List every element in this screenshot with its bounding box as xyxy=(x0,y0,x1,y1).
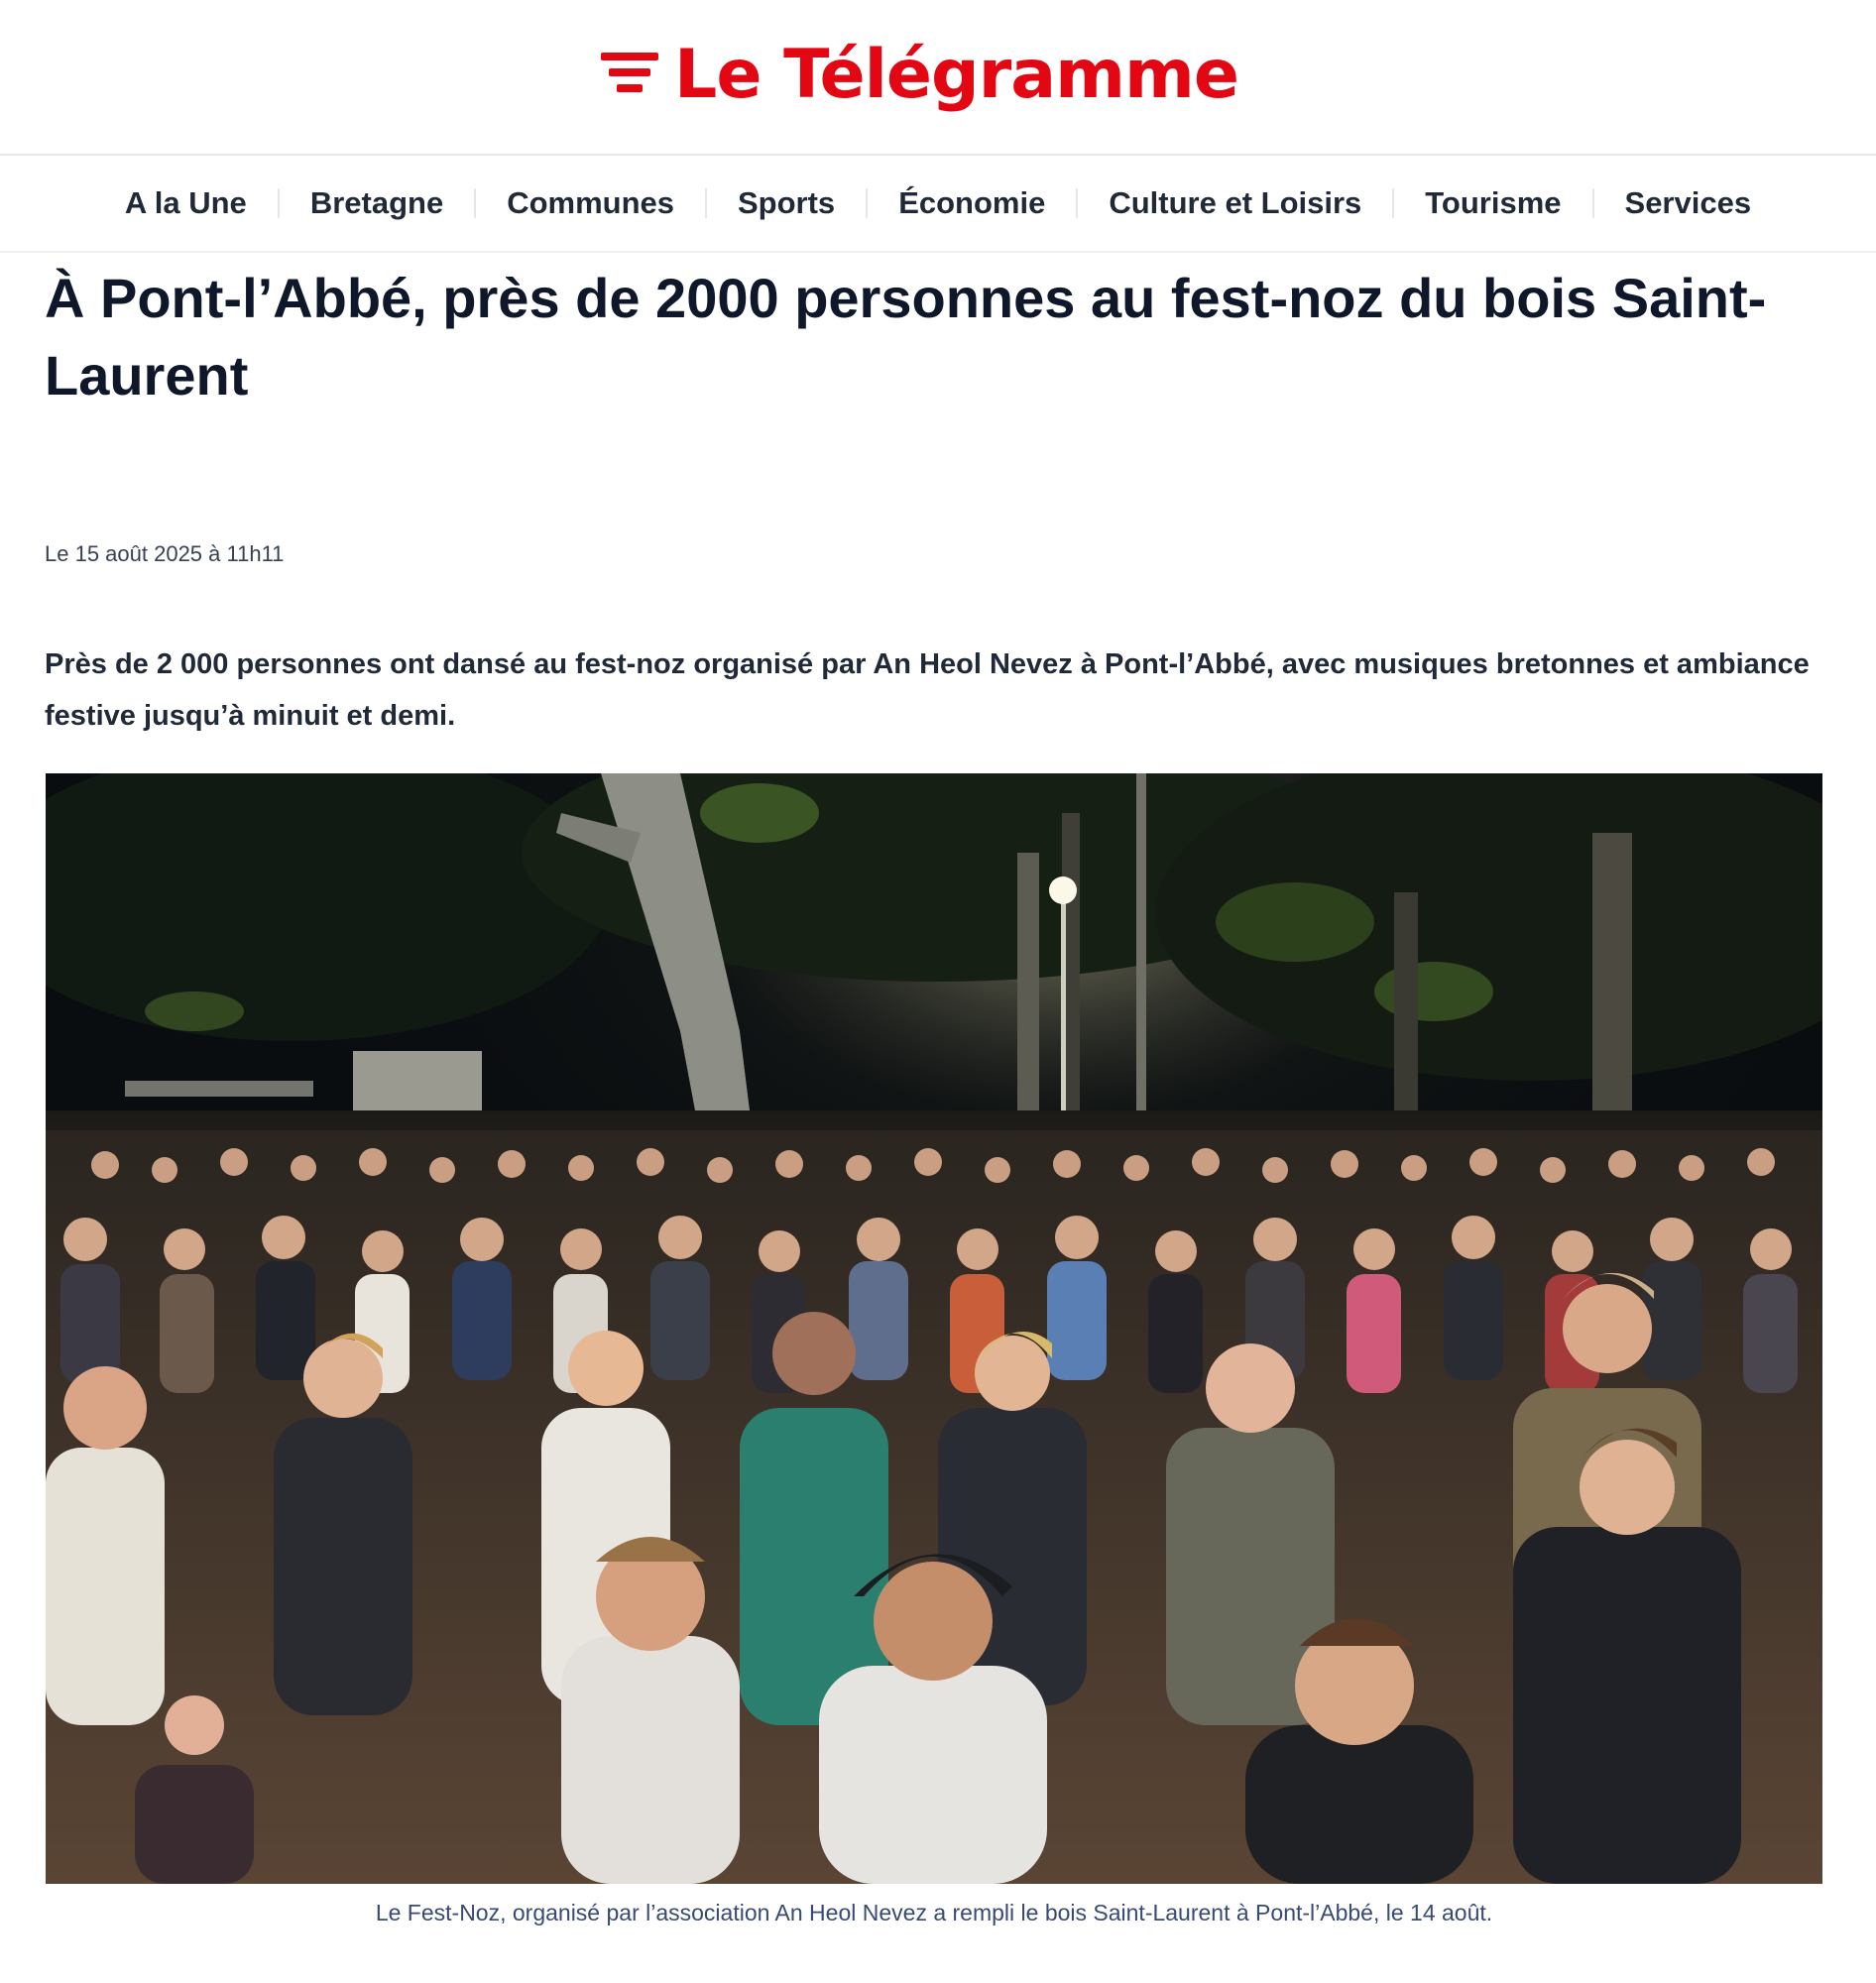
site-name: Le Télégramme xyxy=(674,35,1238,114)
article-lead: Près de 2 000 personnes ont dansé au fest-noz organisé par An Heol Nevez à Pont-l’Abbé, avec musiques bretonnes et ambiance festive jusqu’à minuit et demi. xyxy=(45,648,1810,732)
nav-list xyxy=(94,181,1782,225)
nav-item-tourisme[interactable]: Tourisme xyxy=(1425,185,1562,220)
photo-caption: Le Fest-Noz, organisé par l’association An Heol Nevez a rempli le bois Saint-Laurent à Pont-l’Abbé, le 14 août. xyxy=(375,1900,1493,1925)
article-title: À Pont-l’Abbé, près de 2000 personnes au fest-noz du bois Saint-Laurent xyxy=(45,267,1767,407)
article-date: Le 15 août 2025 à 11h11 xyxy=(45,541,285,566)
site-logo[interactable] xyxy=(601,30,1238,119)
nav-item-bretagne[interactable]: Bretagne xyxy=(309,185,444,220)
nav-item-culture-et-loisirs[interactable]: Culture et Loisirs xyxy=(1109,185,1362,220)
nav-item-economie[interactable]: Économie xyxy=(898,185,1046,220)
telegramme-logo-icon xyxy=(601,45,658,104)
article-photo xyxy=(46,773,1822,1884)
nav-item-communes[interactable]: Communes xyxy=(507,185,674,220)
site-header xyxy=(0,0,1876,156)
nav-item-services[interactable]: Services xyxy=(1624,185,1752,220)
crowd-photo-illustration xyxy=(46,773,1822,1884)
nav-item-sports[interactable]: Sports xyxy=(738,185,836,220)
main-navigation xyxy=(0,156,1876,253)
nav-item-a-la-une[interactable]: A la Une xyxy=(124,185,247,220)
